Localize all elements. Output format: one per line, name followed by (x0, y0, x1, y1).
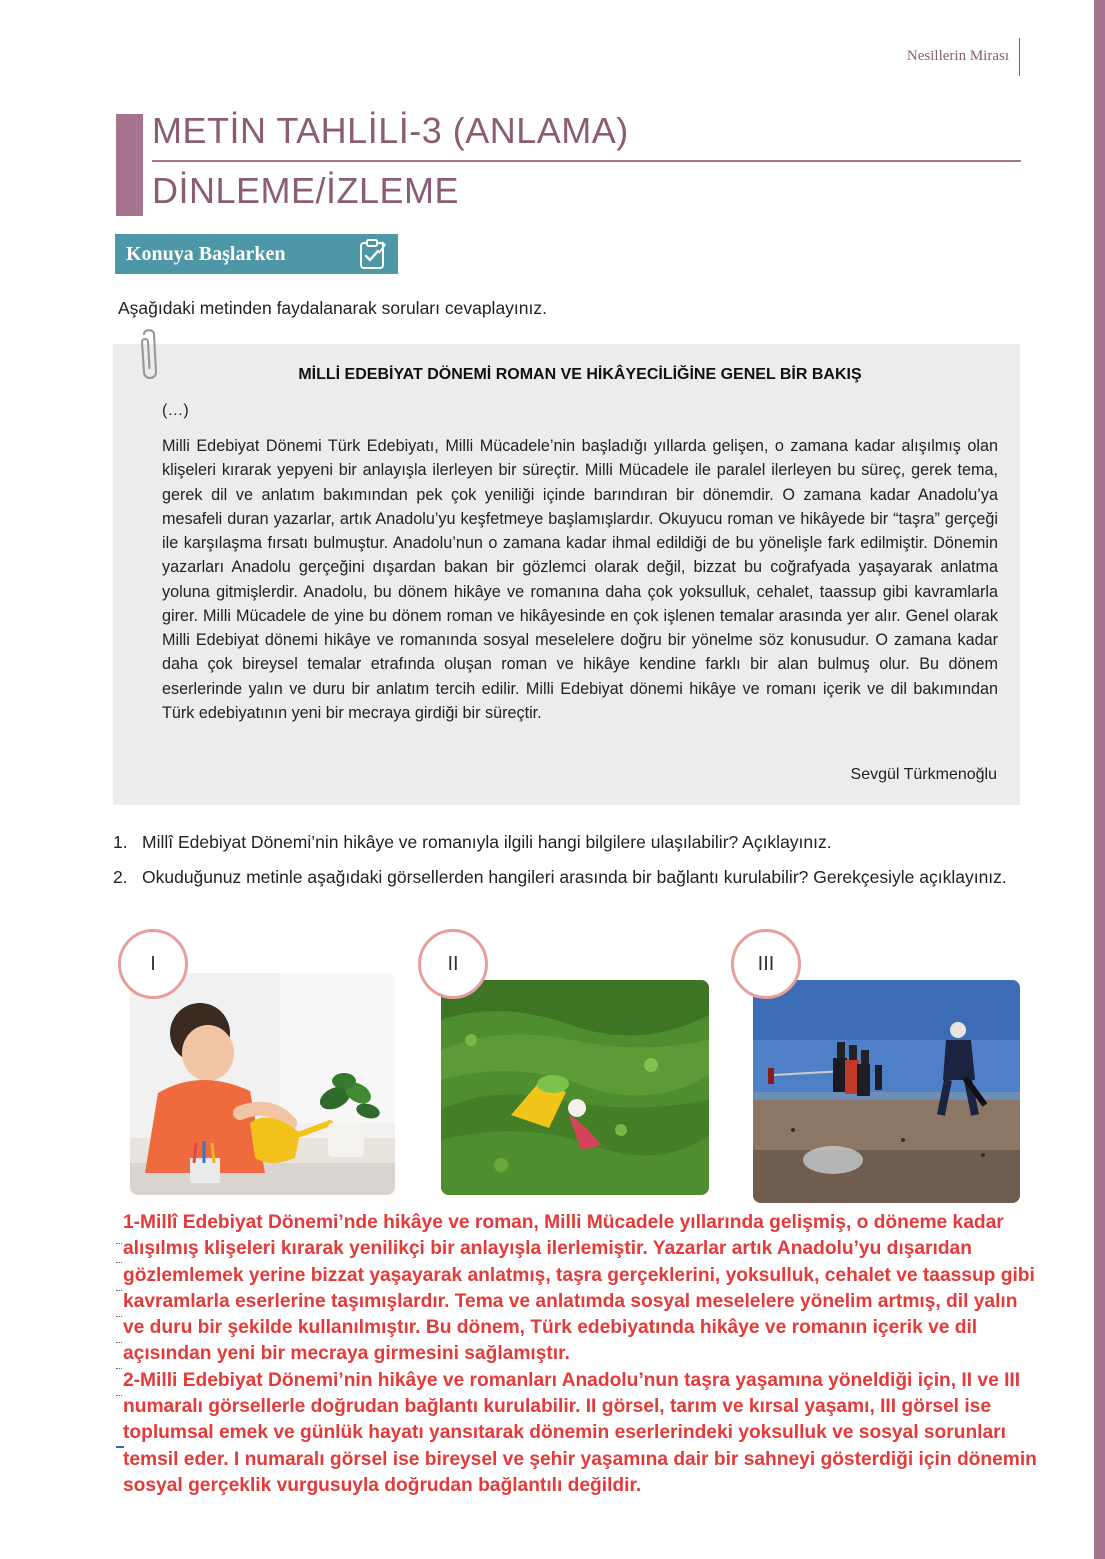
reading-ellipsis: (…) (162, 402, 189, 419)
margin-dot-line (116, 1262, 122, 1263)
question-2 (113, 865, 1013, 913)
header-divider (1019, 38, 1020, 76)
answer-block (123, 1210, 1038, 1499)
running-header: Nesillerin Mirası (906, 48, 1009, 64)
title-accent-bar (116, 114, 143, 216)
section-tag-label: Konuya Başlarken (126, 242, 286, 265)
boy-watering-plant-illustration (130, 973, 395, 1195)
image-label-badge-1: I (118, 929, 188, 999)
photo-tea-harvest (441, 980, 709, 1195)
reading-author: Sevgül Türkmenoğlu (850, 766, 997, 783)
margin-dot-line (116, 1290, 122, 1291)
image-label-badge-3: III (731, 929, 801, 999)
page-edge-band (1094, 0, 1105, 1559)
answer-2: 2-Milli Edebiyat Dönemi’nin hikâye ve romanları Anadolu’nun taşra yaşamına yöneldiği için, II ve III numaralı görsellerle doğrudan bağlantı kurulabilir. II görsel, tarım ve kırsal yaşamı, III görsel ise toplumsal emek ve günlük hayatı yansıtarak dönemin eserlerindeki yoksulluk ve sosyal sorunları temsil eder. I numaralı görsel ise bireysel ve şehir yaşamına dair bir sahneyi gösterdiği için dönemin sosyal gerçeklik vurgusuyla doğrudan bağlantılı değildir. (123, 1369, 1037, 1496)
margin-dot-line (116, 1243, 122, 1244)
question-number: 1. (113, 832, 128, 852)
photo-beach-cleanup (753, 980, 1020, 1203)
image-label-badge-2: II (418, 929, 488, 999)
tea-harvest-illustration (441, 980, 709, 1195)
question-text: Millî Edebiyat Dönemi’nin hikâye ve romanıyla ilgili hangi bilgilere ulaşılabilir? Açıklayınız. (142, 832, 832, 852)
margin-dot-line (116, 1395, 122, 1396)
answer-1: 1-Millî Edebiyat Dönemi’nde hikâye ve roman, Milli Mücadele yıllarında gelişmiş, o döneme kadar alışılmış klişeleri kırarak yenilikçi bir anlayışla ilerlemiştir. Yazarlar artık Anadolu’yu dışarıdan gözlemlemek yerine bizzat yaşayarak anlatmış, taşra gerçeklerini, yoksulluk, cehalet ve taassup gibi kavramlarla eserlerine taşımışlardır. Tema ve anlatımda sosyal meselelere yönelim artmış, dil yalın ve duru bir şekilde kullanılmıştır. Bu dönem, Türk edebiyatında hikâye ve romanın içerik ve dil açısından yeni bir mecraya girmesini sağlamıştır. (123, 1212, 1035, 1365)
clipboard-check-icon (358, 238, 388, 270)
page-title: METİN TAHLİLİ-3 (ANLAMA) (152, 110, 629, 151)
section-tag (115, 234, 398, 274)
question-1 (113, 830, 1013, 854)
reading-passage: Milli Edebiyat Dönemi Türk Edebiyatı, Milli Mücadele’nin başladığı yıllarda gelişen, o zamana kadar alışılmış olan klişeleri kırarak yepyeni bir anlayışla ilerleyen bir süreçtir. Milli Mücadele ile paralel ilerleyen bu süreç, gerek tema, gerek dil ve anlatım bakımından pek çok yeniliği içinde barındıran bir dönemdir. O zamana kadar Anadolu’ya mesafeli duran yazarlar, artık Anadolu’yu keşfetmeye başlamışlardır. Okuyucu roman ve hikâyede bir “taşra” gerçeği ile karşılaşma fırsatı bulmuştur. Anadolu’nun o zamana kadar ihmal edildiği de bu yönelişle fark edilmiştir. Dönemin yazarları Anadolu gerçeğini dışardan bakan bir gözlemci olarak değil, bizzat bu coğrafyada yaşayarak anlatma yoluna gitmişlerdir. Anadolu, bu dönem hikâye ve romanına daha çok yoksulluk, cehalet, taassup gibi kavramlarla girer. Milli Mücadele de yine bu dönem roman ve hikâyesinde en çok işlenen temalar arasında yer alır. Genel olarak Milli Edebiyat dönemi hikâye ve romanında sosyal meselelere doğru bir yönelme söz konusudur. O zamana kadar daha çok bireysel temalar etrafında oluşan roman ve hikâye kendine farklı bir alan bulmuş olur. Bu dönem eserlerinde yalın ve duru bir anlatım tercih edilir. Milli Edebiyat dönemi hikâye ve romanı içerik ve dil bakımından Türk edebiyatının yeni bir mecraya girdiği bir süreçtir. (162, 437, 998, 722)
question-number: 2. (113, 867, 128, 887)
instruction-text: Aşağıdaki metinden faydalanarak soruları cevaplayınız. (118, 298, 547, 318)
margin-dot-line (116, 1342, 122, 1343)
margin-dot-line (116, 1316, 122, 1317)
page-subtitle: DİNLEME/İZLEME (152, 170, 460, 211)
photo-boy-watering-plant (130, 973, 395, 1195)
reading-title: MİLLİ EDEBİYAT DÖNEMİ ROMAN VE HİKÂYECİLİĞİNE GENEL BİR BAKIŞ (298, 366, 862, 383)
title-divider (152, 160, 1021, 162)
question-text: Okuduğunuz metinle aşağıdaki görsellerden hangileri arasında bir bağlantı kurulabilir? Gerekçesiyle açıklayınız. (142, 867, 1007, 887)
margin-dot-line (116, 1368, 122, 1369)
beach-cleanup-illustration (753, 980, 1020, 1203)
